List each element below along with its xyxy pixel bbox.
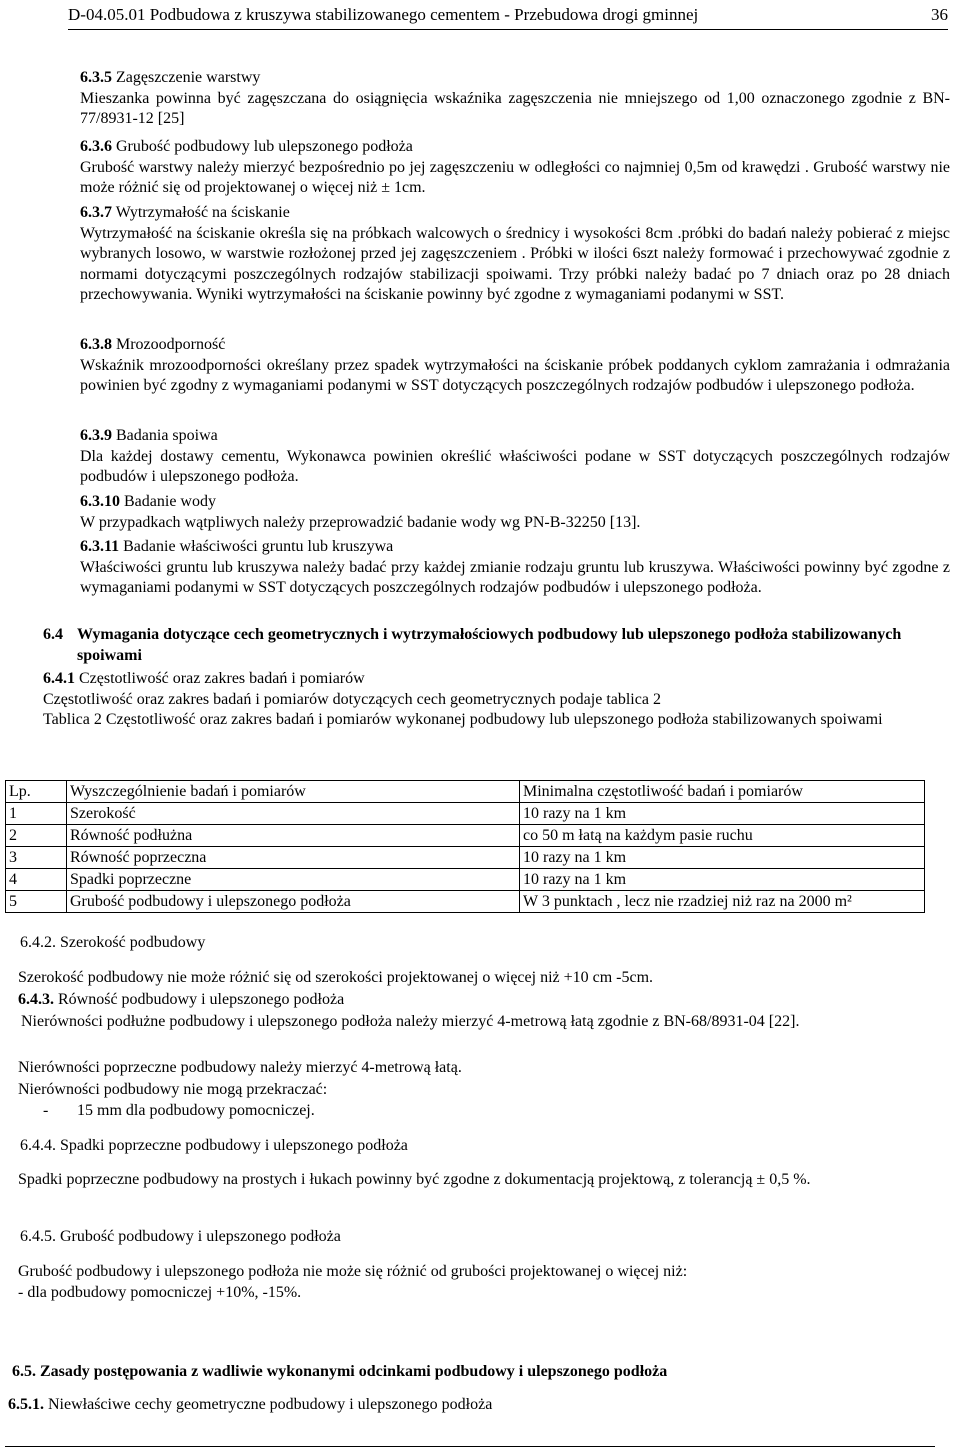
table-row: [6, 847, 925, 869]
section-title: Równość podbudowy i ulepszonego podłoża: [58, 991, 345, 1008]
section-heading: 6.3.6 Grubość podbudowy lub ulepszonego podłoża: [80, 138, 413, 155]
table-cell: 1: [6, 803, 67, 825]
table-row: [6, 891, 925, 913]
section-text: Mieszanka powinna być zagęszczana do osiągnięcia wskaźnika zagęszczenia nie mniejszego od 1,00 oznaczonego zgodnie z BN-77/8931-12 [25]: [80, 89, 950, 127]
table-cell: co 50 m łatą na każdym pasie ruchu: [520, 825, 925, 847]
section-title: Wymagania dotyczące cech geometrycznych i wytrzymałościowych podbudowy lub ulepszonego podłoża stabilizowanych spoiwami: [77, 626, 902, 664]
section-number: 6.4: [43, 626, 63, 643]
table-cell: 10 razy na 1 km: [520, 869, 925, 891]
table-cell: 2: [6, 825, 67, 847]
section-6-5-1: [8, 1395, 928, 1416]
table-cell: Równość podłużna: [67, 825, 520, 847]
section-6-4-5-text-2: - dla podbudowy pomocniczej +10%, -15%.: [18, 1284, 302, 1301]
section-6-4-4-text: Spadki poprzeczne podbudowy na prostych i łukach powinny być zgodne z dokumentacją projektową, z tolerancją ± 0,5 %.: [18, 1171, 811, 1188]
table-cell: Grubość podbudowy i ulepszonego podłoża: [67, 891, 520, 913]
document-title: D-04.05.01 Podbudowa z kruszywa stabilizowanego cementem - Przebudowa drogi gminnej: [68, 5, 699, 24]
table-cell: W 3 punktach , lecz nie rzadziej niż raz na 2000 m²: [520, 891, 925, 913]
section-text: Częstotliwość oraz zakres badań i pomiarów dotyczących cech geometrycznych podaje tablica 2: [43, 690, 661, 708]
section-number: 6.5.1.: [8, 1396, 44, 1413]
section-number: 6.4.4.: [20, 1137, 56, 1154]
section-text: Wskaźnik mrozoodporności określany przez spadek wytrzymałości na ściskanie próbek poddanych cyklom zamrażania i odmrażania powinien być zgodny z wymaganiami podanymi w SST dotyczących poszczególnych rodzajów podbudów i ulepszonego podłoża.: [80, 356, 950, 394]
section-6-4-3-bullet: [43, 1101, 923, 1122]
section-6-4: [43, 625, 953, 666]
section-6-3-8: [80, 335, 950, 397]
section-text: Właściwości gruntu lub kruszywa należy badać przy każdej zmianie rodzaju gruntu lub kruszywa. Właściwości powinny być zgodne z wymaganiami podanymi w SST dotyczących poszczególnych rodzajów podbudów i ulepszonego podłoża.: [80, 558, 950, 596]
table-header-cell: Wyszczególnienie badań i pomiarów: [67, 781, 520, 803]
header-rule: [68, 29, 948, 30]
section-number: 6.4.5.: [20, 1228, 56, 1245]
section-text: Dla każdej dostawy cementu, Wykonawca powinien określić właściwości podane w SST dotyczących poszczególnych rodzajów podbudów i ulepszonego podłoża.: [80, 447, 950, 485]
page-header: [68, 2, 958, 28]
section-6-3-5: [80, 68, 950, 130]
section-title: Szerokość podbudowy: [60, 934, 206, 951]
section-heading: 6.3.7 Wytrzymałość na ściskanie: [80, 204, 290, 221]
table-cell: 10 razy na 1 km: [520, 847, 925, 869]
section-text: Wytrzymałość na ściskanie określa się na próbkach walcowych o średnicy i wysokości 8cm .próbki do badań należy pobierać z miejsc wybranych losowo, w warstwie rozłożonej przed jej zagęszczeniem . Próbki w ilości 6szt należy formować i przechowywać zgodnie z normami dotyczącymi poszczególnych rodzajów stabilizacji spoiwami. Trzy próbki należy badać po 7 dniach oraz po 28 dniach przechowywania. Wyniki wytrzymałości na ściskanie powinny być zgodne z wymaganiami podanymi w SST.: [80, 224, 950, 303]
section-6-4-4-heading: [20, 1136, 920, 1157]
section-6-3-9: [80, 426, 950, 488]
section-number: 6.4.2.: [20, 934, 56, 951]
table-cell: 10 razy na 1 km: [520, 803, 925, 825]
section-6-4-3-text-1: Nierówności podłużne podbudowy i ulepszonego podłoża należy mierzyć 4-metrową łatą zgodnie z BN-68/8931-04 [22].: [21, 1013, 800, 1030]
section-heading: 6.3.9 Badania spoiwa: [80, 427, 218, 444]
section-6-4-2-text: Szerokość podbudowy nie może różnić się od szerokości projektowanej o więcej niż +10 cm -5cm.: [18, 969, 654, 986]
bullet-dash: -: [43, 1102, 49, 1119]
section-title: Zasady postępowania z wadliwie wykonanymi odcinkami podbudowy i ulepszonego podłoża: [40, 1363, 668, 1380]
page-number: 36: [931, 5, 948, 24]
table-header-cell: Lp.: [6, 781, 67, 803]
section-6-4-3-text-3: Nierówności podbudowy nie mogą przekraczać:: [18, 1081, 328, 1098]
section-heading: 6.3.8 Mrozoodporność: [80, 336, 226, 353]
section-heading: 6.3.10 Badanie wody: [80, 493, 216, 510]
section-title: Spadki poprzeczne podbudowy i ulepszonego podłoża: [60, 1137, 408, 1154]
frequency-table: [5, 780, 925, 913]
table-header-row: [6, 781, 925, 803]
table-caption: Tablica 2 Częstotliwość oraz zakres badań i pomiarów wykonanej podbudowy lub ulepszonego podłoża stabilizowanych spoiwami: [43, 711, 883, 728]
section-number: 6.5.: [12, 1363, 36, 1380]
table-header-cell: Minimalna częstotliwość badań i pomiarów: [520, 781, 925, 803]
footer-rule: [5, 1446, 935, 1447]
section-text: W przypadkach wątpliwych należy przeprowadzić badanie wody wg PN-B-32250 [13].: [80, 513, 641, 531]
section-6-4-3-text-2: Nierówności poprzeczne podbudowy należy mierzyć 4-metrową łatą.: [18, 1059, 462, 1076]
table-cell: 5: [6, 891, 67, 913]
table-cell: 3: [6, 847, 67, 869]
table-row: [6, 825, 925, 847]
table-cell: 4: [6, 869, 67, 891]
section-6-3-10: [80, 492, 950, 533]
section-title: Niewłaściwe cechy geometryczne podbudowy i ulepszonego podłoża: [48, 1396, 493, 1413]
table-cell: Równość poprzeczna: [67, 847, 520, 869]
section-heading: 6.3.11 Badanie właściwości gruntu lub kruszywa: [80, 538, 394, 555]
table-cell: Szerokość: [67, 803, 520, 825]
section-number: 6.4.3.: [18, 991, 54, 1008]
section-6-4-1: [43, 669, 950, 731]
table-row: [6, 869, 925, 891]
table-row: [6, 803, 925, 825]
bullet-text: 15 mm dla podbudowy pomocniczej.: [77, 1102, 315, 1119]
section-6-3-7: [80, 203, 950, 306]
section-6-4-5-text-1: Grubość podbudowy i ulepszonego podłoża nie może się różnić od grubości projektowanej o więcej niż:: [18, 1263, 688, 1280]
section-text: Grubość warstwy należy mierzyć bezpośrednio po jej zagęszczeniu w odległości co najmniej 0,5m od krawędzi . Grubość warstwy nie może różnić się od projektowanej o więcej niż ± 1cm.: [80, 158, 950, 196]
section-6-5: [12, 1362, 932, 1383]
section-6-4-2-heading: [20, 933, 920, 954]
section-6-3-6: [80, 137, 950, 199]
section-heading: 6.4.1 Częstotliwość oraz zakres badań i pomiarów: [43, 670, 365, 687]
section-heading: 6.3.5 Zagęszczenie warstwy: [80, 69, 261, 86]
section-6-4-5-heading: [20, 1227, 920, 1248]
section-title: Grubość podbudowy i ulepszonego podłoża: [60, 1228, 341, 1245]
table-cell: Spadki poprzeczne: [67, 869, 520, 891]
section-6-4-3-heading: [18, 990, 928, 1011]
section-6-3-11: [80, 537, 950, 599]
